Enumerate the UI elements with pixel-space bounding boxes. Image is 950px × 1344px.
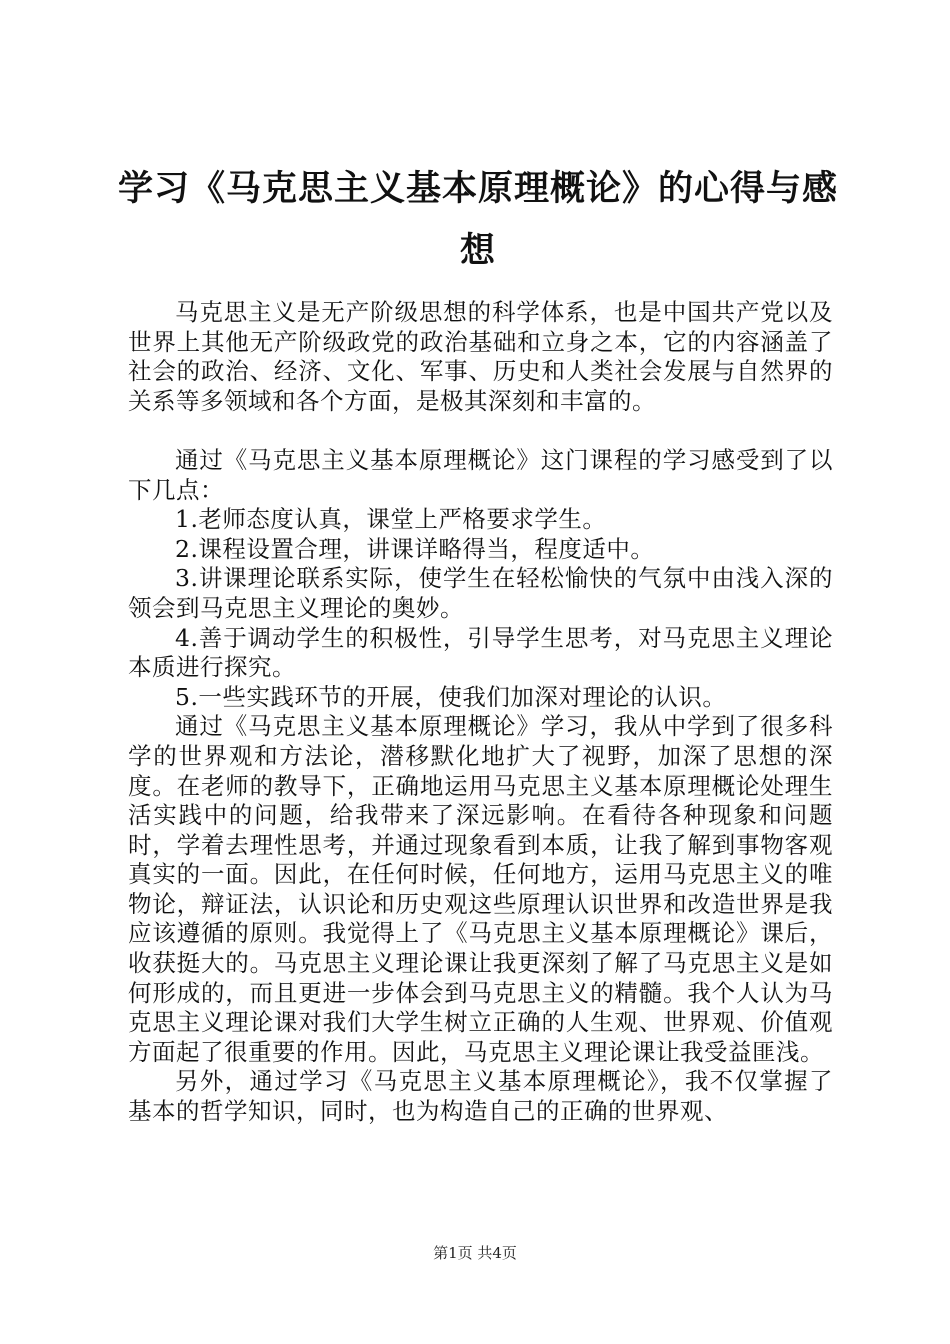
list-item-4: 4.善于调动学生的积极性，引导学生思考，对马克思主义理论本质进行探究。: [128, 623, 833, 682]
document-title: 学习《马克思主义基本原理概论》的心得与感想: [118, 168, 839, 271]
paragraph-course-feelings: 通过《马克思主义基本原理概论》这门课程的学习感受到了以下几点：: [128, 445, 833, 504]
paragraph-moreover: 另外，通过学习《马克思主义基本原理概论》，我不仅掌握了基本的哲学知识，同时，也为构造自己的正确的世界观、: [128, 1067, 833, 1126]
list-item-1: 1.老师态度认真，课堂上严格要求学生。: [175, 505, 607, 534]
list-item-5: 5.一些实践环节的开展，使我们加深对理论的认识。: [175, 682, 727, 711]
document-body: [128, 298, 833, 1127]
page-number-footer: 第1页 共4页: [433, 1244, 517, 1262]
paragraph-intro: 马克思主义是无产阶级思想的科学体系，也是中国共产党以及世界上其他无产阶级政党的政治基础和立身之本，它的内容涵盖了社会的政治、经济、文化、军事、历史和人类社会发展与自然界的关系等多领域和各个方面，是极其深刻和丰富的。: [128, 298, 833, 415]
paragraph-learning-gains: 通过《马克思主义基本原理概论》学习，我从中学到了很多科学的世界观和方法论，潜移默化地扩大了视野，加深了思想的深度。在老师的教导下，正确地运用马克思主义基本原理概论处理生活实践中的问题，给我带来了深远影响。在看待各种现象和问题时，学着去理性思考，并通过现象看到本质，让我了解到事物客观真实的一面。因此，在任何时候，任何地方，运用马克思主义的唯物论，辩证法，认识论和历史观这些原理认识世界和改造世界是我应该遵循的原则。我觉得上了《马克思主义基本原理概论》课后，收获挺大的。马克思主义理论课让我更深刻了解了马克思主义是如何形成的，而且更进一步体会到马克思主义的精髓。我个人认为马克思主义理论课对我们大学生树立正确的人生观、世界观、价值观方面起了很重要的作用。因此，马克思主义理论课让我受益匪浅。: [128, 712, 833, 1066]
list-item-2: 2.课程设置合理，讲课详略得当，程度适中。: [175, 534, 655, 563]
list-item-3: 3.讲课理论联系实际，使学生在轻松愉快的气氛中由浅入深的领会到马克思主义理论的奥妙。: [128, 564, 833, 622]
